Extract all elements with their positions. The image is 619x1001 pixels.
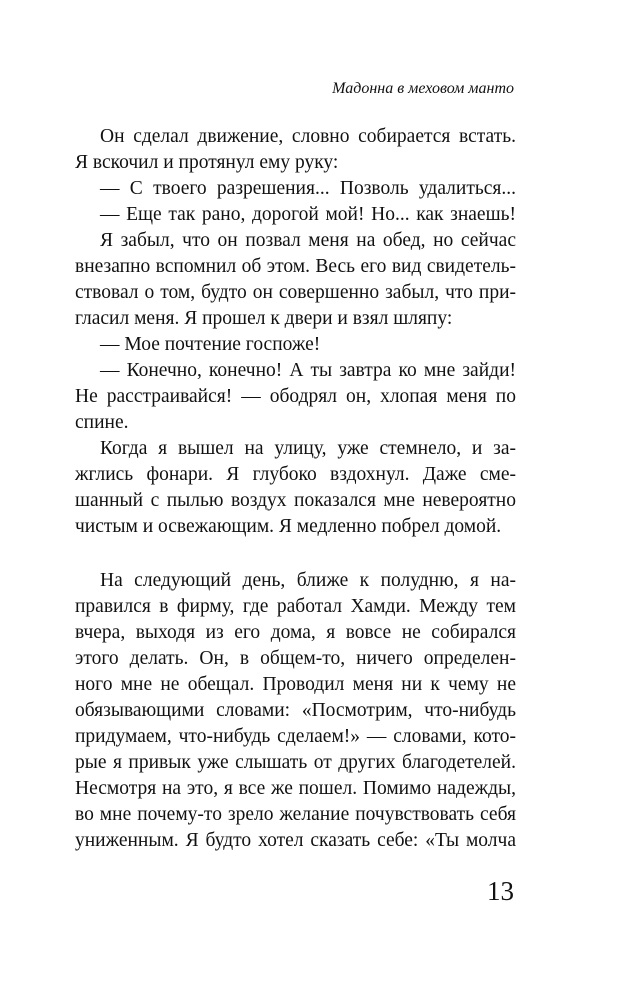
text-line: ного мне не обещал. Проводил меня ни к чему не <box>75 674 516 695</box>
text-line: рые я привык уже слышать от других благодетелей. <box>75 752 516 773</box>
text-line: обязывающими словами: «Посмотрим, что-нибудь <box>75 700 516 721</box>
text-line: — Мое почтение госпоже! <box>100 334 321 355</box>
text-line: Когда я вышел на улицу, уже стемнело, и за- <box>100 438 516 459</box>
text-line: На следующий день, ближе к полудню, я на- <box>100 570 516 591</box>
page-number: 13 <box>487 876 514 906</box>
text-line: ствовал о том, будто он совершенно забыл, что при- <box>75 282 516 303</box>
text-line: этого делать. Он, в общем-то, ничего определен- <box>75 648 516 669</box>
text-line: во мне почему-то зрело желание почувствовать себя <box>75 804 516 825</box>
text-line: правился в фирму, где работал Хамди. Между тем <box>75 596 516 617</box>
text-line: Он сделал движение, словно собирается встать. <box>100 126 516 147</box>
text-line: шанный с пылью воздух показался мне невероятно <box>75 490 516 511</box>
text-line: вчера, выходя из его дома, я вовсе не собирался <box>75 622 516 643</box>
text-line: чистым и освежающим. Я медленно побрел домой. <box>75 516 502 537</box>
running-title: Мадонна в меховом манто <box>332 80 514 97</box>
text-line: Я забыл, что он позвал меня на обед, но сейчас <box>100 230 516 251</box>
text-line: — Конечно, конечно! А ты завтра ко мне зайди! <box>100 360 516 381</box>
text-line: Несмотря на это, я все же пошел. Помимо надежды, <box>75 778 516 799</box>
text-line: униженным. Я будто хотел сказать себе: «Ты молча <box>75 830 516 851</box>
text-line: — С твоего разрешения... Позволь удалиться... <box>100 178 516 199</box>
text-line: гласил меня. Я прошел к двери и взял шляпу: <box>75 308 453 329</box>
text-line: Я вскочил и протянул ему руку: <box>75 152 339 173</box>
text-line: Не расстраивайся! — ободрял он, хлопая меня по <box>75 386 516 407</box>
text-line: придумаем, что-нибудь сделаем!» — словами, кото- <box>75 726 516 747</box>
text-line: спине. <box>75 412 129 433</box>
text-line: жглись фонари. Я глубоко вздохнул. Даже сме- <box>75 464 516 485</box>
text-line: — Еще так рано, дорогой мой! Но... как знаешь! <box>100 204 516 225</box>
text-line: внезапно вспомнил об этом. Весь его вид свидетель- <box>75 256 516 277</box>
